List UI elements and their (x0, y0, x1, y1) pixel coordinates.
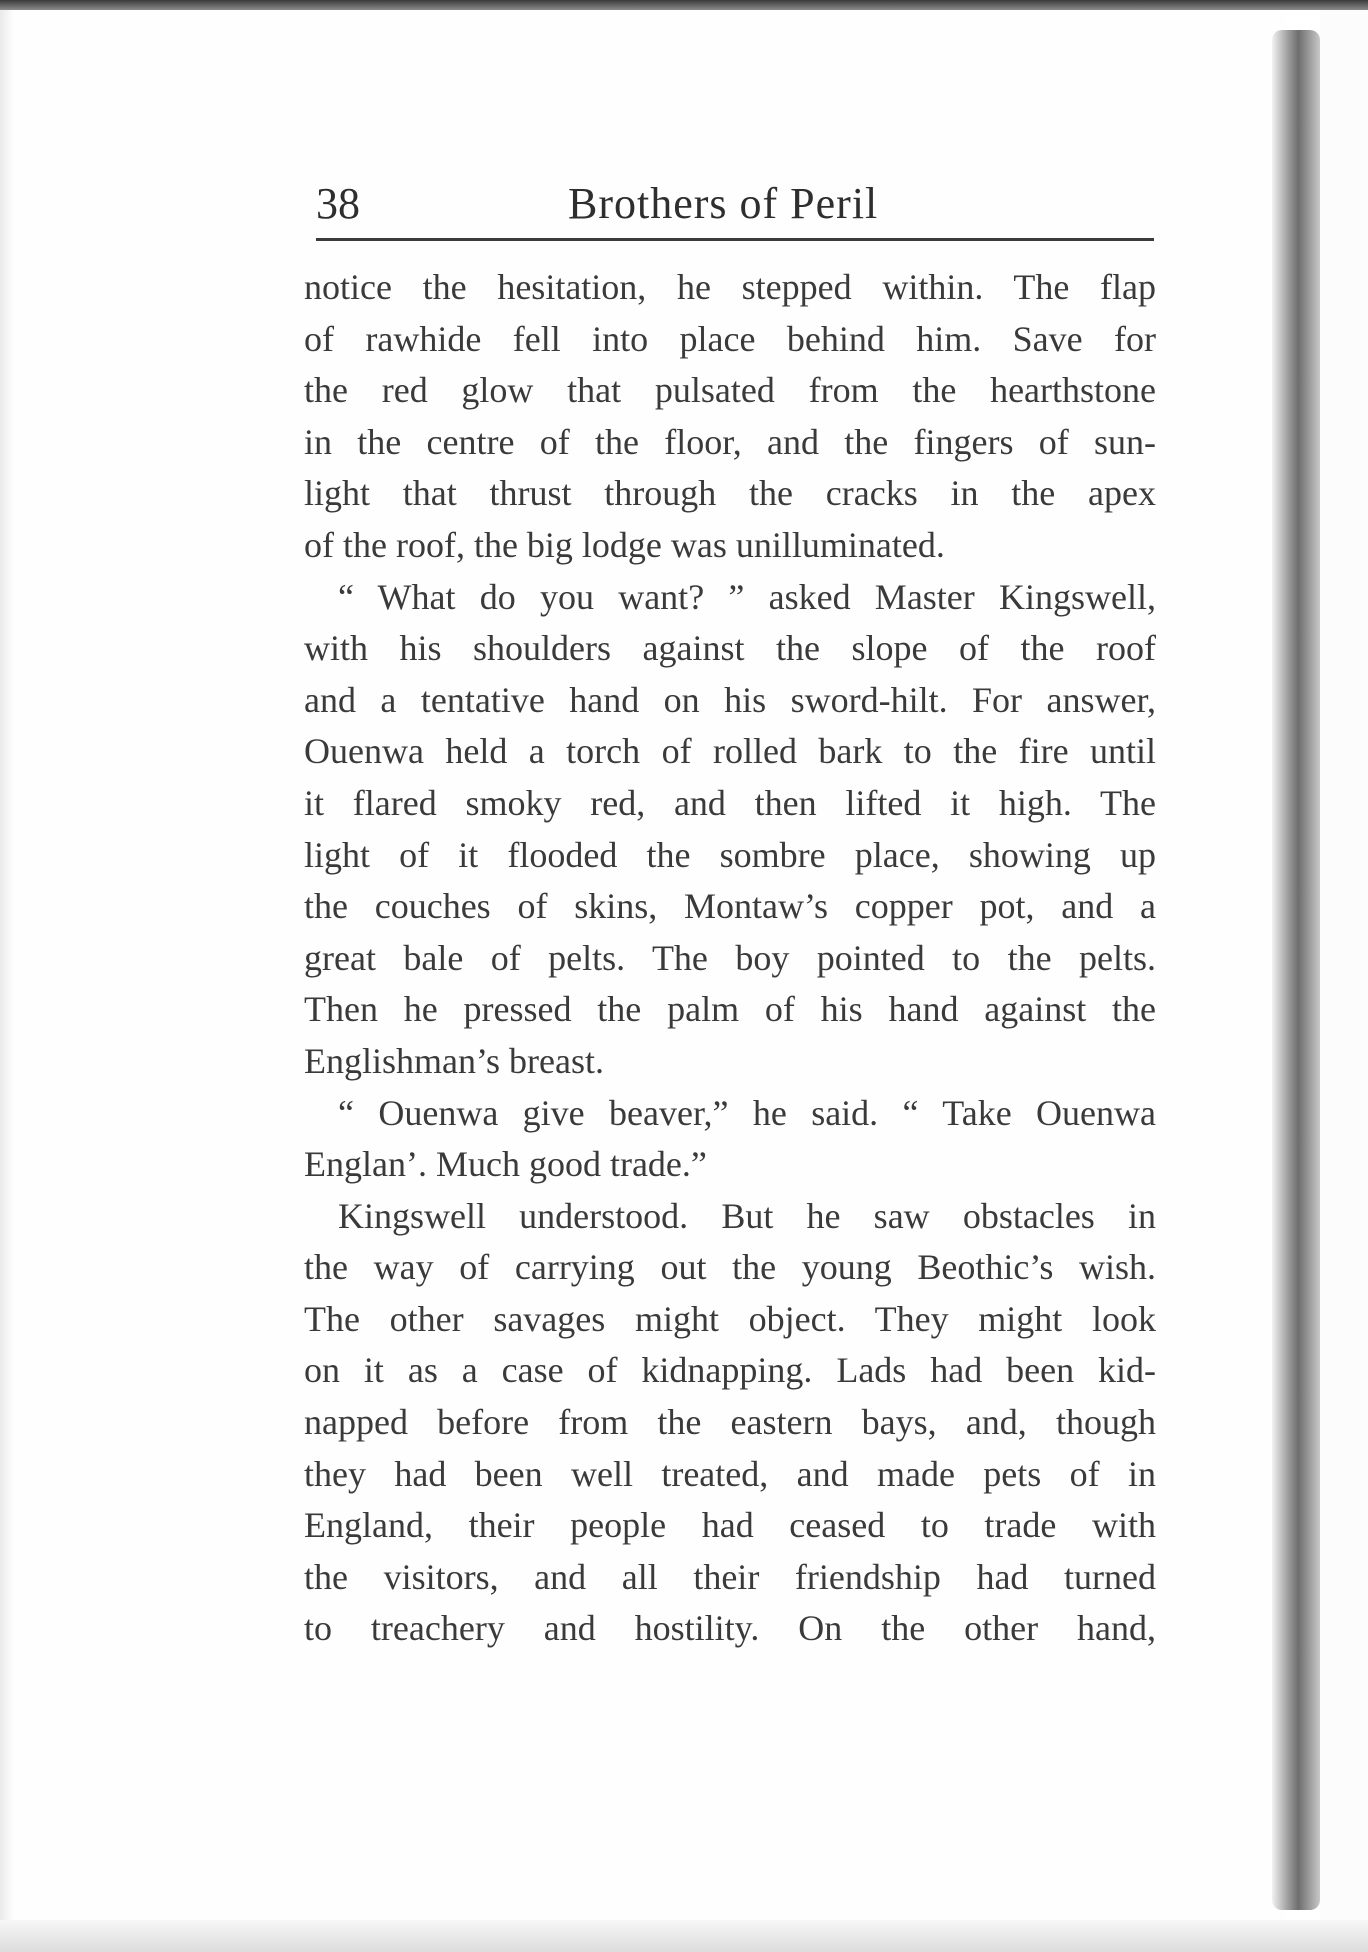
text-line: in the centre of the floor, and the fingers of sun- (304, 421, 1156, 462)
text-line: Ouenwa held a torch of rolled bark to the fire until (304, 731, 1156, 772)
text-line: light of it flooded the sombre place, showing up (304, 834, 1156, 875)
text-line: of the roof, the big lodge was unilluminated. (304, 524, 945, 565)
text-line: England, their people had ceased to trade with (304, 1505, 1156, 1546)
page-header (316, 168, 1154, 234)
scan-right-margin (1320, 10, 1368, 1952)
text-line: napped before from the eastern bays, and, though (304, 1402, 1156, 1443)
text-line: Then he pressed the palm of his hand against the (304, 989, 1156, 1030)
body-text (304, 262, 1156, 1655)
text-line: with his shoulders against the slope of the roof (304, 628, 1156, 669)
text-line: notice the hesitation, he stepped within. The flap (304, 267, 1156, 307)
binding-shadow (1272, 30, 1320, 1910)
text-line: “ What do you want? ” asked Master Kingswell, (338, 576, 1156, 617)
text-line: The other savages might object. They might look (304, 1298, 1156, 1339)
text-line: the visitors, and all their friendship had turned (304, 1556, 1156, 1597)
scan-bottom-edge (0, 1920, 1368, 1952)
text-line: on it as a case of kidnapping. Lads had been kid- (304, 1350, 1156, 1391)
text-line: to treachery and hostility. On the other hand, (304, 1608, 1156, 1649)
running-head: Brothers of Peril (568, 179, 879, 228)
scan-top-edge (0, 0, 1368, 10)
text-line: the way of carrying out the young Beothic’s wish. (304, 1247, 1156, 1288)
text-line: Englan’. Much good trade.” (304, 1144, 707, 1185)
text-line: and a tentative hand on his sword-hilt. For answer, (304, 679, 1156, 720)
text-line: it flared smoky red, and then lifted it high. The (304, 782, 1156, 823)
text-line: the couches of skins, Montaw’s copper pot, and a (304, 886, 1156, 927)
text-line: light that thrust through the cracks in the apex (304, 473, 1156, 514)
text-line: “ Ouenwa give beaver,” he said. “ Take Ouenwa (338, 1092, 1156, 1133)
text-line: great bale of pelts. The boy pointed to the pelts. (304, 937, 1156, 978)
text-line: the red glow that pulsated from the hearthstone (304, 370, 1156, 411)
scan-left-edge (0, 10, 14, 1952)
text-line: of rawhide fell into place behind him. Save for (304, 318, 1156, 359)
text-line: Englishman’s breast. (304, 1040, 604, 1081)
page-number: 38 (316, 179, 360, 228)
text-line: they had been well treated, and made pets of in (304, 1453, 1156, 1494)
header-rule (316, 238, 1154, 241)
text-line: Kingswell understood. But he saw obstacles in (338, 1195, 1156, 1236)
